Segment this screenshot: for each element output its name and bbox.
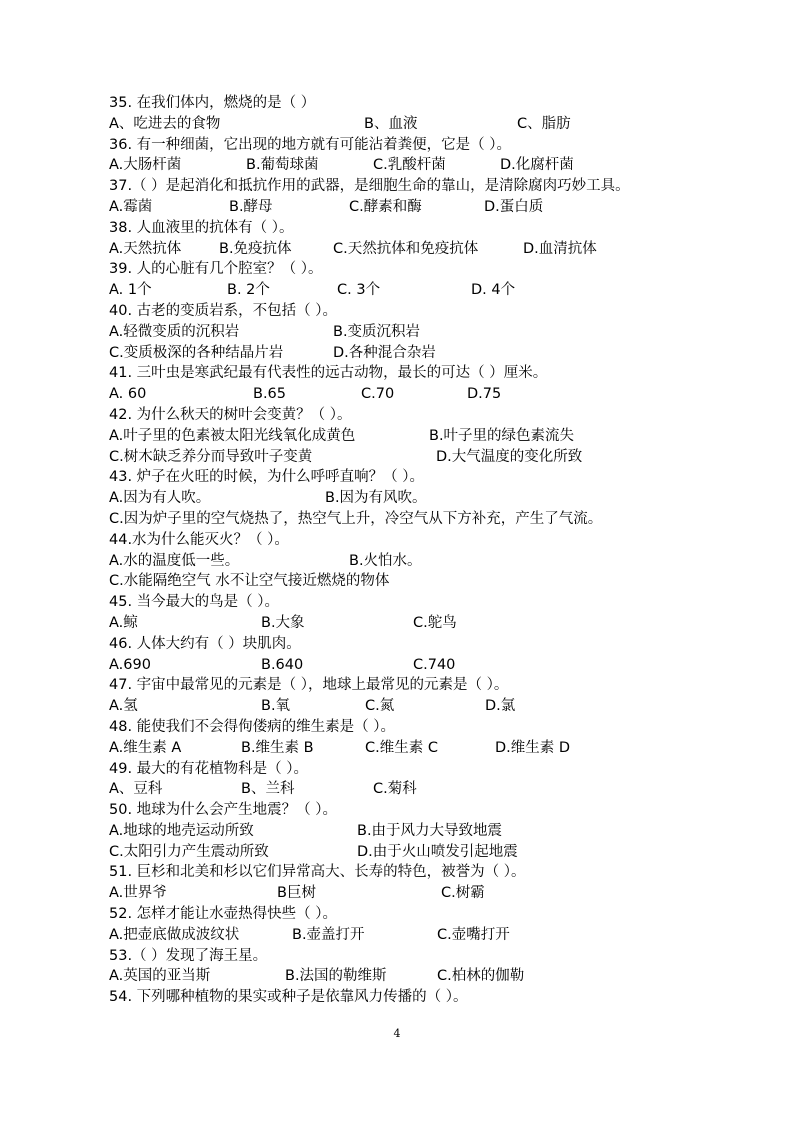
answer-options [109,883,709,904]
line-text: 38. 人血液里的抗体有（ ）。 [109,219,294,236]
answer-option: D.各种混合杂岩 [333,344,436,361]
line-text: 48. 能使我们不会得佝偻病的维生素是（ ）。 [109,718,396,735]
answer-option: A、吃进去的食物 [109,115,221,132]
line-text: 52. 怎样才能让水壶热得快些（ ）。 [109,906,338,923]
answer-option: A、豆科 [109,781,163,798]
answer-option: D. 4个 [471,282,516,299]
answer-option: A.叶子里的色素被太阳光线氧化成黄色 [109,427,356,444]
question-text [109,946,709,967]
answer-option: B、血液 [364,115,418,132]
answer-option: C.太阳引力产生震动所致 [109,843,269,860]
answer-option: B.65 [253,386,287,403]
answer-option: B.壶盖打开 [292,926,365,943]
answer-options [109,925,709,946]
line-text: 36. 有一种细菌，它出现的地方就有可能沾着粪便，它是（ ）。 [109,136,512,153]
answer-option: C.树木缺乏养分而导致叶子变黄 [109,448,313,465]
question-text [109,509,709,530]
question-text [109,259,709,280]
line-text: 42. 为什么秋天的树叶会变黄？（ ）。 [109,406,352,423]
answer-option: B.变质沉积岩 [333,323,421,340]
question-list [109,93,709,1008]
question-text [109,176,709,197]
answer-options [109,155,709,176]
answer-option: A.氢 [109,698,138,715]
answer-option: C.变质极深的各种结晶片岩 [109,344,284,361]
question-text [109,363,709,384]
answer-option: A.天然抗体 [109,240,182,257]
answer-option: C.壶嘴打开 [437,926,510,943]
question-text [109,301,709,322]
answer-option: D.由于火山喷发引起地震 [357,843,518,860]
line-text: 40. 古老的变质岩系，不包括（ ）。 [109,302,338,319]
answer-options [109,738,709,759]
answer-option: A.维生素 A [109,739,182,756]
answer-option: A.世界爷 [109,885,167,902]
line-text: 43. 炉子在火旺的时候，为什么呼呼直响？（ ）。 [109,469,425,486]
answer-option: B.大象 [261,614,305,631]
question-text [109,862,709,883]
line-text: 41. 三叶虫是寒武纪最有代表性的远古动物，最长的可达（ ）厘米。 [109,365,548,382]
question-text [109,759,709,780]
answer-options [109,239,709,260]
answer-option: A.鲸 [109,614,138,631]
answer-option: B.火怕水。 [349,552,422,569]
answer-option: A.地球的地壳运动所致 [109,822,254,839]
answer-option: C.树霸 [441,885,485,902]
line-text: 44.水为什么能灭火？（ ）。 [109,531,289,548]
answer-options [109,551,709,572]
answer-option: A. 60 [109,386,147,403]
answer-option: C.乳酸杆菌 [373,157,446,174]
line-text: 54. 下列哪种植物的果实或种子是依靠风力传播的（ ）。 [109,989,468,1006]
answer-option: A.水的温度低一些。 [109,552,240,569]
question-text [109,135,709,156]
question-text [109,218,709,239]
line-text: 49. 最大的有花植物科是（ ）。 [109,760,309,777]
answer-option: B.维生素 B [241,739,314,756]
answer-option: A.因为有人吹。 [109,490,211,507]
answer-options [109,696,709,717]
question-text [109,571,709,592]
question-text [109,530,709,551]
question-text [109,634,709,655]
question-text [109,717,709,738]
answer-option: C.鸵鸟 [413,614,457,631]
answer-option: C.柏林的伽勒 [437,968,525,985]
question-text [109,987,709,1008]
answer-option: A. 1个 [109,282,152,299]
answer-options [109,322,709,343]
answer-option: C.菊科 [373,781,417,798]
answer-option: B.免疫抗体 [219,240,292,257]
line-text: 50. 地球为什么会产生地震？（ ）。 [109,802,338,819]
line-text: 35. 在我们体内，燃烧的是（ ） [109,95,316,111]
question-text [109,800,709,821]
answer-option: A.英国的亚当斯 [109,968,211,985]
answer-option: D.维生素 D [495,739,571,756]
answer-option: D.蛋白质 [484,198,544,215]
question-text [109,467,709,488]
answer-option: A.轻微变质的沉积岩 [109,323,240,340]
line-text: 53.（ ）发现了海王星。 [109,947,268,964]
answer-option: B巨树 [277,885,316,902]
answer-option: D.化腐杆菌 [500,157,574,174]
answer-option: B.因为有风吹。 [325,490,427,507]
answer-option: B.640 [261,656,304,673]
answer-options [109,966,709,987]
answer-option: B、兰科 [241,781,295,798]
answer-option: B.叶子里的绿色素流失 [429,427,575,444]
answer-option: B.葡萄球菌 [246,157,319,174]
answer-option: A.霉菌 [109,198,153,215]
answer-options [109,114,709,135]
answer-option: D.75 [467,386,502,403]
answer-options [109,655,709,676]
answer-option: C. 3个 [337,282,381,299]
question-text [109,405,709,426]
line-text: 37.（ ）是起消化和抵抗作用的武器，是细胞生命的靠山，是清除腐肉巧妙工具。 [109,178,630,195]
answer-options [109,821,709,842]
answer-option: C.氮 [365,698,395,715]
answer-options [109,779,709,800]
answer-options [109,197,709,218]
answer-option: B. 2个 [227,282,270,299]
answer-option: C.70 [361,386,395,403]
answer-options [109,488,709,509]
line-text: 51. 巨杉和北美和杉以它们异常高大、长寿的特色，被誉为（ ）。 [109,864,526,881]
line-text: C.水能隔绝空气 水不让空气接近燃烧的物体 [109,573,390,590]
answer-option: A.690 [109,656,151,673]
question-text [109,675,709,696]
answer-options [109,842,709,863]
answer-options [109,426,709,447]
line-text: 39. 人的心脏有几个腔室？（ ）。 [109,261,323,278]
answer-option: D.血清抗体 [523,240,597,257]
line-text: 45. 当今最大的鸟是（ ）。 [109,594,280,611]
answer-option: C.维生素 C [365,739,438,756]
answer-option: D.大气温度的变化所致 [436,448,583,465]
line-text: 47. 宇宙中最常见的元素是（ ），地球上最常见的元素是（ ）。 [109,677,509,694]
answer-option: A.把壶底做成波纹状 [109,926,240,943]
answer-option: B.酵母 [229,198,273,215]
answer-option: D.氯 [485,698,516,715]
question-text [109,592,709,613]
question-text [109,93,709,114]
answer-options [109,447,709,468]
answer-option: B.氧 [261,698,291,715]
answer-options [109,613,709,634]
page-number: 4 [393,1027,401,1040]
question-text [109,904,709,925]
line-text: 46. 人体大约有（ ）块肌肉。 [109,635,301,652]
answer-option: B.法国的勒维斯 [285,968,387,985]
answer-options [109,343,709,364]
answer-options [109,280,709,301]
answer-option: C.天然抗体和免疫抗体 [333,240,479,257]
answer-option: A.大肠杆菌 [109,157,182,174]
answer-option: C.酵素和酶 [349,198,422,215]
answer-options [109,384,709,405]
answer-option: B.由于风力大导致地震 [357,822,503,839]
answer-option: C.740 [413,656,456,673]
line-text: C.因为炉子里的空气烧热了，热空气上升，冷空气从下方补充，产生了气流。 [109,510,603,527]
answer-option: C、脂肪 [517,115,571,132]
